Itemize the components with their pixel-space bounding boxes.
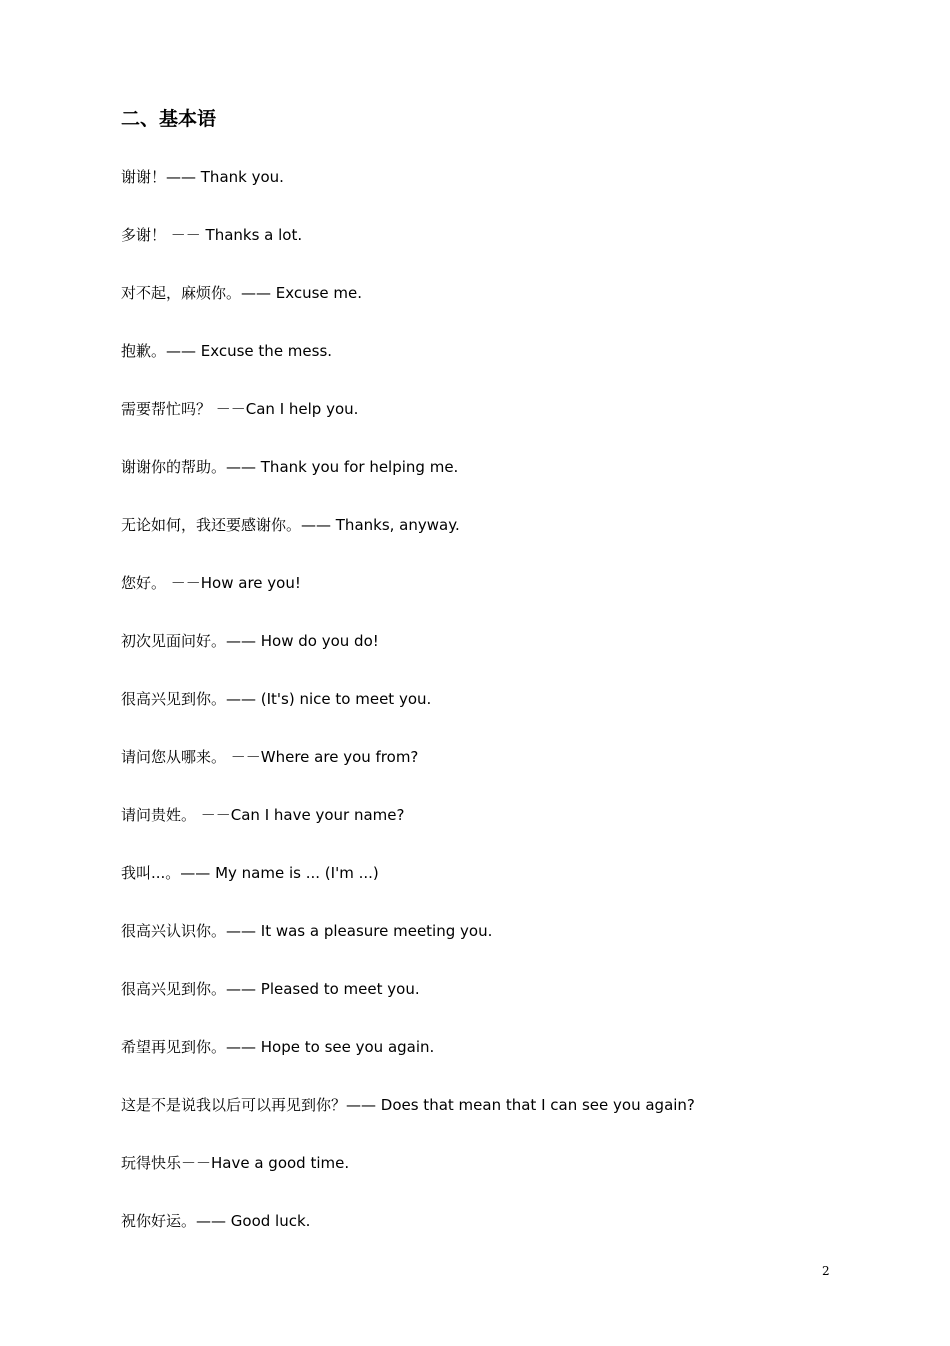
phrase-line: 对不起，麻烦你。—— Excuse me. [121, 284, 363, 302]
phrase-line: 很高兴见到你。—— (It's) nice to meet you. [121, 690, 432, 708]
phrase-line: 初次见面问好。—— How do you do! [121, 632, 379, 650]
phrase-line: 多谢！ －－ Thanks a lot. [121, 226, 303, 244]
phrase-line: 请问您从哪来。 －－Where are you from? [121, 748, 419, 766]
page-number: 2 [822, 1264, 830, 1278]
section-heading: 二、基本语 [121, 108, 217, 130]
phrase-line: 很高兴认识你。—— It was a pleasure meeting you. [121, 922, 493, 940]
phrase-line: 请问贵姓。 －－Can I have your name? [121, 806, 405, 824]
phrase-line: 谢谢你的帮助。—— Thank you for helping me. [121, 458, 459, 476]
phrase-line: 玩得快乐－－Have a good time. [121, 1154, 350, 1172]
phrase-line: 您好。 －－How are you! [121, 574, 301, 592]
phrase-line: 谢谢！—— Thank you. [121, 168, 284, 186]
phrase-line: 希望再见到你。—— Hope to see you again. [121, 1038, 435, 1056]
phrase-line: 需要帮忙吗？ －－Can I help you. [121, 400, 359, 418]
phrase-line: 很高兴见到你。—— Pleased to meet you. [121, 980, 420, 998]
phrase-line: 祝你好运。—— Good luck. [121, 1212, 311, 1230]
phrase-list [121, 166, 881, 1268]
phrase-line: 抱歉。—— Excuse the mess. [121, 342, 333, 360]
phrase-line: 这是不是说我以后可以再见到你？—— Does that mean that I can see you again? [121, 1096, 695, 1114]
phrase-line: 无论如何，我还要感谢你。—— Thanks, anyway. [121, 516, 460, 534]
phrase-line: 我叫...。—— My name is ... (I'm ...) [121, 864, 379, 882]
